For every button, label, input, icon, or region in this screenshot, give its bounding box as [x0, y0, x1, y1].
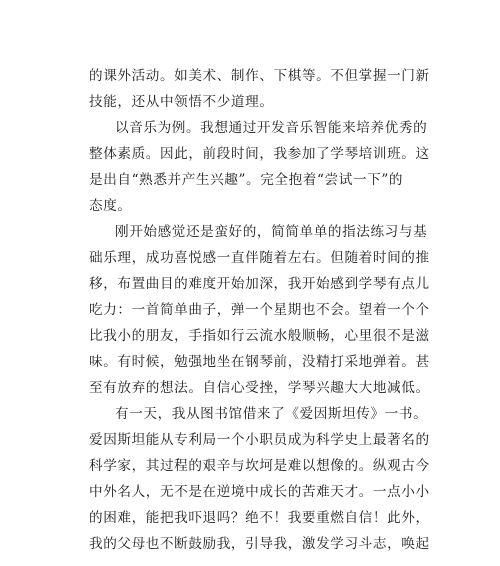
paragraph	[89, 63, 430, 115]
text-line: 以音乐为例。我想通过开发音乐智能来培养优秀的	[115, 120, 428, 136]
text-line: 味。有时候，勉强地坐在钢琴前，没精打采地弹着。甚	[89, 354, 430, 370]
text-line: 吃力：一首简单曲子，弹一个星期也不会。望着一个个	[89, 302, 430, 318]
text-line: 是出自“熟悉并产生兴趣”。完全抱着“尝试一下”的	[89, 172, 404, 188]
text-line: 础乐理，成功喜悦感一直伴随着左右。但随着时间的推	[89, 250, 430, 266]
text-line: 至有放弃的想法。自信心受挫，学琴兴趣大大地减低。	[89, 380, 430, 396]
paragraph	[89, 401, 430, 557]
text-line: 移，布置曲目的难度开始加深，我开始感到学琴有点儿	[89, 276, 430, 292]
text-line: 中外名人，无不是在逆境中成长的苦难天才。一点小小	[89, 484, 430, 500]
text-line: 整体素质。因此，前段时间，我参加了学琴培训班。这	[89, 146, 430, 162]
text-line: 我的父母也不断鼓励我，引导我，激发学习斗志，唤起	[89, 536, 430, 552]
paragraph	[89, 219, 430, 401]
text-line: 的困难，能把我吓退吗？绝不！我要重燃自信！此外，	[89, 510, 430, 526]
text-line: 的课外活动。如美术、制作、下棋等。不但掌握一门新	[89, 68, 430, 84]
text-line: 爱因斯坦能从专利局一个小职员成为科学史上最著名的	[89, 432, 430, 448]
text-line: 有一天，我从图书馆借来了《爱因斯坦传》一书。	[115, 406, 428, 422]
text-line: 态度。	[89, 198, 132, 214]
paragraph	[89, 115, 430, 219]
text-line: 比我小的朋友，手指如行云流水般顺畅，心里很不是滋	[89, 328, 430, 344]
text-line: 刚开始感觉还是蛮好的，简简单单的指法练习与基	[115, 224, 428, 240]
text-line: 科学家，其过程的艰辛与坎坷是难以想像的。纵观古今	[89, 458, 430, 474]
text-line: 技能，还从中领悟不少道理。	[89, 94, 274, 110]
document-body	[89, 63, 430, 557]
